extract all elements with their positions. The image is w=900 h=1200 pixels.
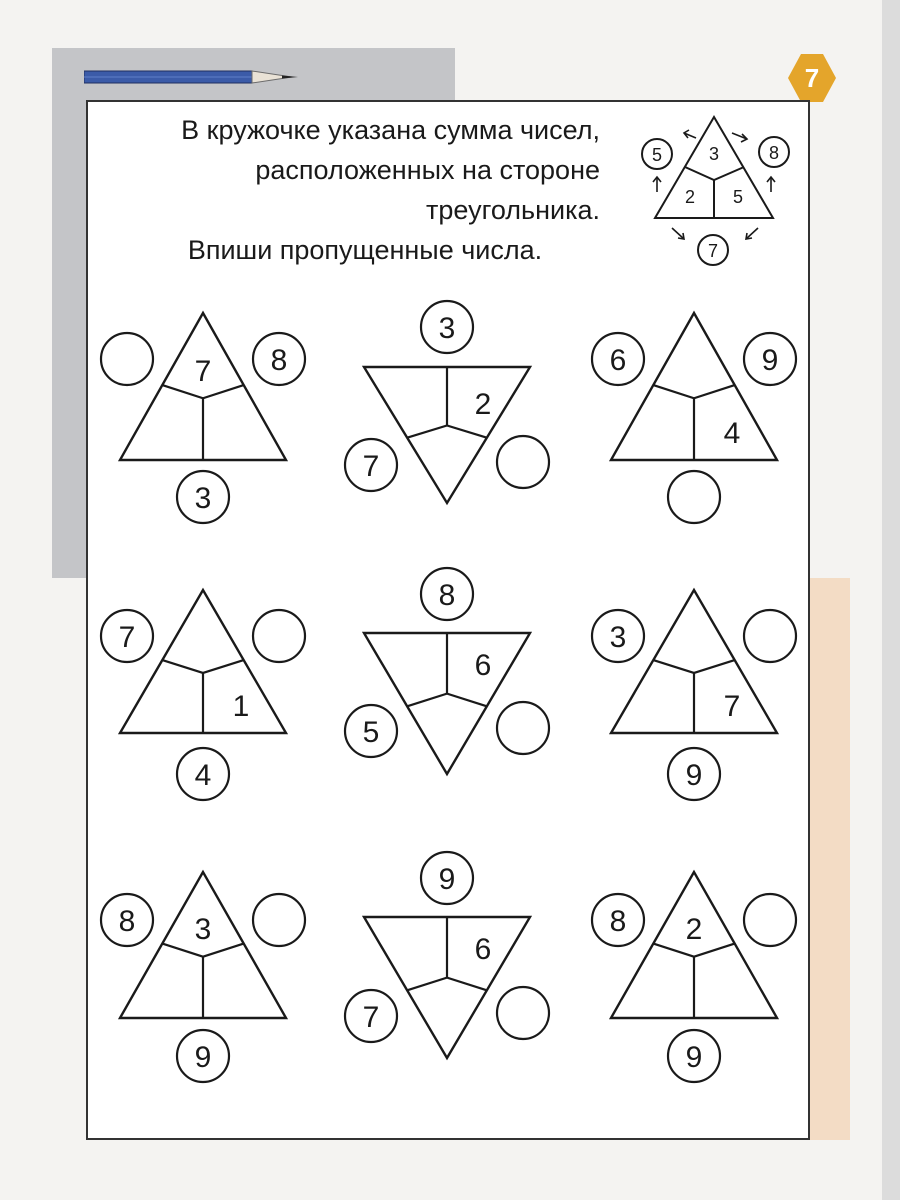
cell-top: 3: [194, 913, 212, 946]
triangle-puzzle: [345, 301, 549, 503]
sum-circle-left[interactable]: [101, 333, 153, 385]
example-right-circle-value: 8: [768, 143, 780, 163]
triangle-puzzle: [592, 872, 796, 1082]
sum-circle-left-value: 5: [362, 716, 380, 749]
sum-circle-bottom-value: 3: [194, 482, 212, 515]
sum-circle-left-value: 8: [609, 905, 627, 938]
sum-circle-left-value: 7: [362, 450, 380, 483]
cell-right: 6: [474, 933, 492, 966]
sum-circle-right-value: 9: [761, 344, 779, 377]
triangle-puzzle: [345, 568, 549, 774]
triangle-puzzle: [345, 852, 549, 1058]
sum-circle-left-value: 6: [609, 344, 627, 377]
cell-right: 2: [474, 388, 492, 421]
cell-right: 6: [474, 649, 492, 682]
example-top-cell: 3: [708, 144, 720, 164]
sum-circle-right-value: 8: [270, 344, 288, 377]
arrow-icon: [684, 130, 696, 138]
sum-circle-right[interactable]: [744, 894, 796, 946]
arrow-icon: [767, 177, 775, 192]
example-bottom-circle-value: 7: [707, 241, 719, 261]
sum-circle-top-value: 9: [438, 863, 456, 896]
sum-circle-bottom-value: 9: [685, 1041, 703, 1074]
sum-circle-right[interactable]: [253, 610, 305, 662]
puzzles-group: [101, 301, 796, 1082]
sum-circle-top-value: 8: [438, 579, 456, 612]
sum-circle-left-value: 3: [609, 621, 627, 654]
sum-circle-bottom-value: 4: [194, 759, 212, 792]
arrow-icon: [653, 177, 661, 192]
sum-circle-left-value: 7: [362, 1001, 380, 1034]
page-number: 7: [804, 63, 820, 93]
triangle-puzzle: [592, 313, 796, 523]
sum-circle-right[interactable]: [744, 610, 796, 662]
sum-circle-right[interactable]: [497, 987, 549, 1039]
sum-circle-left-value: 8: [118, 905, 136, 938]
sum-circle-bottom[interactable]: [668, 471, 720, 523]
sum-circle-left-value: 7: [118, 621, 136, 654]
sum-circle-bottom-value: 9: [685, 759, 703, 792]
cell-top: 7: [194, 355, 212, 388]
example-left-circle-value: 5: [651, 145, 663, 165]
triangle-puzzle: [101, 872, 305, 1082]
example-right-cell: 5: [732, 187, 744, 207]
triangle-puzzle: [101, 313, 305, 523]
instruction-line: Впиши пропущенные числа.: [187, 235, 543, 265]
example-diagram: [642, 117, 789, 265]
example-left-cell: 2: [684, 187, 696, 207]
sum-circle-bottom-value: 9: [194, 1041, 212, 1074]
cell-top: 2: [685, 913, 703, 946]
arrow-icon: [732, 133, 747, 142]
cell-right: 1: [232, 690, 250, 723]
cell-right: 7: [723, 690, 741, 723]
instruction-line: расположенных на стороне: [255, 155, 600, 185]
instruction-line: треугольника.: [425, 195, 600, 225]
triangle-puzzle: [592, 590, 796, 800]
sum-circle-top-value: 3: [438, 312, 456, 345]
sum-circle-right[interactable]: [497, 436, 549, 488]
instruction-line: В кружочке указана сумма чисел,: [181, 115, 600, 145]
arrow-icon: [746, 228, 758, 239]
arrow-icon: [672, 228, 684, 239]
cell-right: 4: [723, 417, 741, 450]
triangle-puzzle: [101, 590, 305, 800]
sum-circle-right[interactable]: [497, 702, 549, 754]
sum-circle-right[interactable]: [253, 894, 305, 946]
